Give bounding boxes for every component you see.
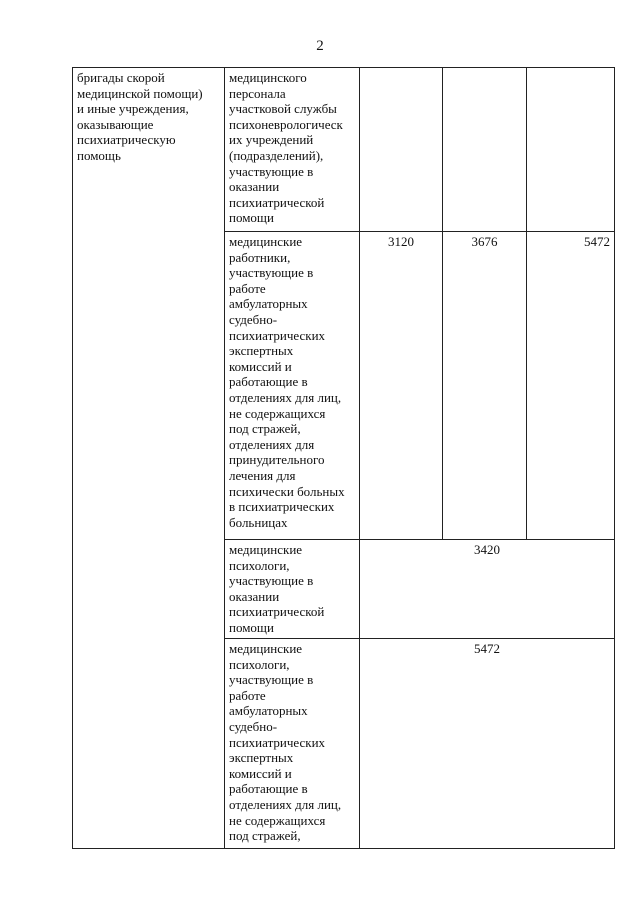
- category-cell: [225, 639, 360, 849]
- merged-value-cell: 3420: [360, 540, 615, 639]
- category-cell: [225, 232, 360, 540]
- page-number: 2: [316, 38, 324, 54]
- table-row: [73, 68, 615, 232]
- value-cell-2: [443, 68, 527, 232]
- organization-text: бригады скорой медицинской помощи) и иные учреждения, оказывающие психиатрическую помощь: [77, 70, 203, 163]
- payment-table: [72, 67, 615, 849]
- category-text: медицинского персонала участковой службы психоневрологическ их учреждений (подразделений), участвующие в оказании психиатрической помощи: [229, 70, 343, 226]
- value-cell-3: [527, 68, 615, 232]
- value-cell-1: 3120: [360, 232, 443, 540]
- category-text: медицинские работники, участвующие в работе амбулаторных судебно- психиатрических экспертных комиссий и работающие в отделениях для лиц, не содержащихся под стражей, отделениях для принудительного лечения для психически больных в психиатрических больницах: [229, 234, 345, 530]
- organization-cell: [73, 68, 225, 849]
- value-cell-2: 3676: [443, 232, 527, 540]
- value-cell-1: [360, 68, 443, 232]
- value-cell-3: 5472: [527, 232, 615, 540]
- category-text: медицинские психологи, участвующие в работе амбулаторных судебно- психиатрических экспертных комиссий и работающие в отделениях для лиц, не содержащихся под стражей,: [229, 641, 342, 844]
- category-text: медицинские психологи, участвующие в оказании психиатрической помощи: [229, 542, 325, 635]
- category-cell: [225, 540, 360, 639]
- category-cell: [225, 68, 360, 232]
- merged-value-cell: 5472: [360, 639, 615, 849]
